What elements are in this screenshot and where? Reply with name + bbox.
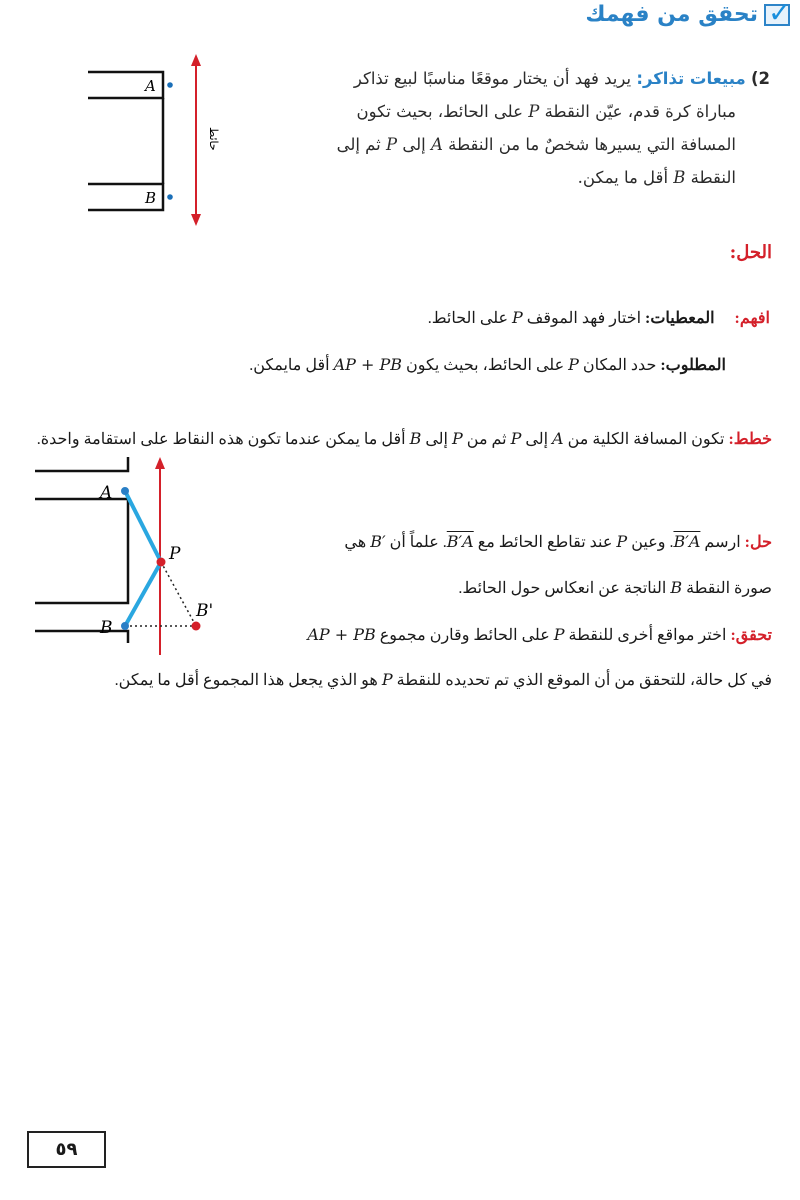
problem-text: يريد فهد أن يختار موقعًا مناسبًا لبيع تذاكر (353, 69, 632, 88)
problem-title: مبيعات تذاكر: (636, 69, 746, 88)
understand-label: افهم: (734, 310, 770, 327)
body-text: هي (344, 534, 371, 551)
arrow-up-icon (191, 54, 201, 66)
math-var: P (528, 102, 540, 121)
point-Bp (192, 622, 201, 631)
problem-text: المسافة التي يسيرها شخصٌ ما من النقطة (442, 135, 736, 154)
body-text: في كل حالة، للتحقق من أن الموقع الذي تم تحديده للنقطة (392, 672, 772, 689)
label-P: P (169, 544, 181, 564)
body-text: ثم من (462, 431, 511, 448)
segment-AP (125, 491, 161, 562)
problem-text: أقل ما يمكن. (577, 168, 674, 187)
point-B (167, 194, 173, 200)
problem-number: 2) (750, 69, 770, 88)
math-var: P (512, 308, 523, 327)
wall-top (35, 457, 128, 471)
wall-bottom (35, 631, 128, 643)
solve-paragraph (272, 519, 772, 611)
math-var: P (553, 625, 565, 644)
body-text: صورة النقطة (682, 580, 772, 597)
label-Bp: B' (196, 601, 214, 621)
math-var: P (616, 532, 628, 551)
math-segment: B′A (673, 532, 701, 551)
body-text: هو الذي يجعل هذا المجموع أقل ما يمكن. (114, 672, 382, 689)
body-text: عند تقاطع الحائط مع (473, 534, 617, 551)
required-label: المطلوب: (660, 357, 726, 374)
required-line (26, 355, 726, 375)
given-label: المعطيات: (645, 310, 715, 327)
body-text: اختار فهد الموقف (522, 310, 646, 327)
segment-PB (125, 562, 161, 626)
arrow-up-icon (155, 457, 165, 469)
body-text: تكون المسافة الكلية من (563, 431, 729, 448)
point-B (121, 622, 129, 630)
math-var: B′ (370, 532, 386, 551)
body-text: . علماً أن (385, 534, 447, 551)
body-text: الناتجة عن انعكاس حول الحائط. (458, 580, 671, 597)
point-A (121, 487, 129, 495)
body-text: حدد المكان (578, 357, 661, 374)
math-var: B (670, 578, 683, 597)
math-var: B (409, 429, 422, 448)
math-var: P (386, 135, 398, 154)
math-var: P (381, 670, 393, 689)
problem-text: على الحائط، بحيث تكون (356, 102, 529, 121)
check-line (272, 625, 772, 645)
label-A: A (100, 483, 113, 503)
math-var: P (510, 429, 522, 448)
math-expr: AP + PB (333, 355, 402, 374)
body-text: على الحائط وقارن مجموع (375, 627, 554, 644)
body-text: على الحائط، بحيث يكون (401, 357, 569, 374)
solve-label: حل: (744, 534, 772, 551)
plan-label: خطط: (728, 431, 772, 448)
section-header (585, 2, 790, 27)
solution-label: الحل: (729, 242, 772, 263)
wall-figure (78, 52, 218, 232)
body-text: . وعين (627, 534, 674, 551)
section-title: تحقق من فهمك (585, 2, 758, 27)
problem-text: النقطة (685, 168, 736, 187)
math-var: B (673, 168, 686, 187)
body-text: على الحائط. (427, 310, 513, 327)
reflection-figure (30, 455, 230, 655)
label-B: B (145, 189, 157, 207)
check-line-2 (28, 670, 772, 690)
problem-text: إلى (397, 135, 431, 154)
math-var: A (552, 429, 564, 448)
math-expr: AP + PB (307, 625, 376, 644)
check-label: تحقق: (730, 627, 772, 644)
page-number: ٥٩ (27, 1131, 106, 1168)
math-segment: B′A (446, 532, 474, 551)
body-text: اختر مواقع أخرى للنقطة (564, 627, 731, 644)
problem-statement (280, 62, 770, 194)
body-text: ارسم (700, 534, 745, 551)
point-P (157, 558, 166, 567)
plan-paragraph (28, 420, 772, 459)
body-text: إلى (521, 431, 553, 448)
arrow-down-icon (191, 214, 201, 226)
segment-PBp (161, 562, 196, 626)
problem-text: ثم إلى (336, 135, 387, 154)
math-var: A (430, 135, 443, 154)
point-A (167, 82, 173, 88)
problem-text: مباراة كرة قدم، عيّن النقطة (539, 102, 736, 121)
wall-label: حائط (207, 127, 220, 151)
body-text: أقل ما يمكن عندما تكون هذه النقاط على استقامة واحدة. (36, 431, 410, 448)
checkbox-check-icon: ✓ (764, 4, 790, 26)
label-B: B (100, 618, 113, 638)
wall-middle (35, 499, 128, 603)
math-var: P (568, 355, 579, 374)
math-var: P (452, 429, 463, 448)
body-text: إلى (421, 431, 452, 448)
understand-line (30, 308, 770, 328)
label-A: A (145, 77, 156, 95)
body-text: أقل مايمكن. (249, 357, 334, 374)
